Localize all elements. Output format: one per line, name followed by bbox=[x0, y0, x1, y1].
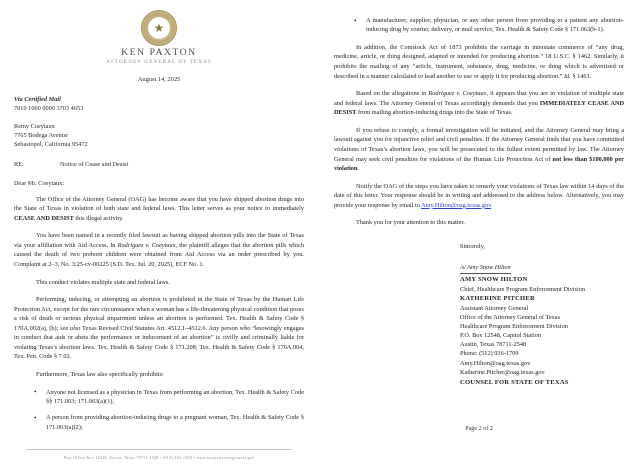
paragraph-1 bbox=[14, 195, 304, 224]
letter-date: August 14, 2025 bbox=[137, 76, 181, 83]
texas-state-seal-icon bbox=[141, 10, 177, 46]
p8-penalty-amount: not less than $100,000 per violation bbox=[334, 155, 624, 173]
signer-email-1: Amy.Hilton@oag.texas.gov bbox=[460, 359, 531, 367]
p6-text-b: § 1461. bbox=[570, 72, 592, 80]
footer-divider bbox=[26, 449, 292, 450]
signer-role-2: Assistant Attorney General bbox=[460, 304, 529, 312]
p7-text-b: , it appears that you are in violation of multiple state and federal laws. The Attorney General of Texas accordingly demands that you bbox=[334, 90, 624, 107]
p2-text-a: You have been named in a recently filed lawsuit as having shipped abortion pills into the State of Texas via your affiliation with Aid Access. In bbox=[14, 232, 304, 249]
letter-page-left bbox=[0, 0, 318, 476]
signer-city-state-zip: Austin, Texas 78711-2548 bbox=[460, 341, 527, 349]
letter-page-right bbox=[318, 0, 640, 476]
page-footer-address: Post Office Box 12548, Austin, Texas 78711-2548 • (512) 463-2100 • www.texasattorneygeneral.gov bbox=[63, 456, 255, 460]
seal-inner-ring bbox=[146, 15, 173, 42]
p8-text-b: . bbox=[357, 165, 360, 173]
p4-text-b: Texas Revised Civil Statutes Art. 4512.1–4512.6. Any person who “knowingly engages in conduct that aids or abets the performance or inducement of an abortion” is civilly and criminally liable for violating Texas’s abortion laws. Tex. Health & Safety Code § 171.208; Tex. Health & Safety Code § 170A.004, Tex. Pen. Code § 7.02. bbox=[14, 324, 304, 361]
letterhead-title: ATTORNEY GENERAL OF TEXAS bbox=[106, 59, 212, 65]
signer-po-box: P.O. Box 12548, Capitol Station bbox=[460, 332, 541, 340]
signer-office: Office of the Attorney General of Texas bbox=[460, 313, 561, 321]
paragraph-10: Thank you for your attention to this matter. bbox=[356, 219, 465, 227]
paragraph-9 bbox=[334, 182, 624, 211]
paragraph-5: Furthermore, Texas law also specifically prohibits: bbox=[36, 371, 164, 378]
signature-block bbox=[460, 242, 624, 388]
list-item: • Anyone not licensed as a physician in Texas from performing an abortion, Tex. Health & Safety Code §§ 171.003; 171.063(a)(1), bbox=[34, 388, 304, 407]
signer-email-2: Katherine.Pitcher@oag.texas.gov bbox=[460, 368, 545, 376]
salutation: Dear Mr. Coeytaux: bbox=[14, 179, 65, 187]
recipient-city-state-zip: Sebastopol, California 95472 bbox=[14, 141, 88, 149]
recipient-street: 7765 Bodega Avenue bbox=[14, 131, 68, 139]
p7-text-c: from mailing abortion-inducing drugs into the State of Texas. bbox=[356, 109, 513, 117]
re-subject: Notice of Cease and Desist bbox=[60, 160, 129, 168]
counsel-line: COUNSEL FOR STATE OF TEXAS bbox=[460, 379, 569, 387]
signer-division: Healthcare Program Enforcement Division bbox=[460, 322, 568, 330]
p7-text-a: Based on the allegations in bbox=[356, 90, 429, 98]
response-email-link[interactable]: Amy.Hilton@oag.texas.gov bbox=[421, 201, 491, 209]
re-label: RE: bbox=[14, 160, 24, 168]
p9-text-a: Notify the OAG of the steps you have taken to remedy your violations of Texas law within 14 days of the date of this letter. Your response should be in writing and addressed to the address below. Alternatively, you may provide your response by email to bbox=[334, 182, 624, 209]
paragraph-2 bbox=[14, 231, 304, 269]
p8-text-a: If you refuse to comply, a formal investigation will be initiated, and the Attorney General may bring a lawsuit against you for injunctive relief and civil penalties. If the Attorney General finds that you have committed violations of Texas’s abortion laws, you will be prosecuted to the fullest extent permitted by law. The Attorney General may seek civil penalties for violations of the Human Life Protection Act of bbox=[334, 126, 624, 163]
paragraph-4 bbox=[14, 295, 304, 362]
tracking-number: 7010 1060 0000 3703 4653 bbox=[14, 105, 84, 113]
p7-case-citation: Rodriguez v. Coeytaux bbox=[428, 90, 487, 98]
signer-name-2: KATHERINE PITCHER bbox=[460, 294, 535, 302]
list-item: • A manufacturer, supplier, physician, or any other person from providing to a patient any abortion-inducing drug by courier, delivery, or mail service, Tex. Health & Safety Code § 171.063(b-1). bbox=[354, 16, 624, 35]
p1-text-b: this illegal activity. bbox=[73, 214, 124, 222]
list-item: • A person from providing abortion-inducing drugs to a pregnant woman, Tex. Health & Safety Code § 171.063(a)(2); bbox=[34, 413, 304, 432]
p6-text-a: In addition, the Comstock Act of 1873 prohibits the carriage in interstate commerce of “any drug, medicine, article, or thing designed, adapted or intended for producing abortion.” 18 U.S.C. § 1462. Similarly, it prohibits the mailing of any “article, instrument, substance, drug, medicine, or thing which is advertised or described in a manner calculated to lead another to use or apply it for producing abortion.” bbox=[334, 43, 624, 80]
paragraph-3: This conduct violates multiple state and federal laws. bbox=[36, 278, 170, 286]
delivery-method: Via Certified Mail bbox=[14, 96, 61, 103]
letterhead-name: KEN PAXTON bbox=[121, 48, 197, 58]
p4-text-a: Performing, inducing, or attempting an abortion is prohibited in the State of Texas by the Human Life Protection Act, except for the rare circumstance when a woman has a life-threatening physical condition that poses a risk of death or serious physical impairment unless an abortion is performed. Tex. Health & Safety Code § 170A.002(a), (b); bbox=[14, 296, 304, 332]
recipient-name: Remy Coeytaux bbox=[14, 122, 55, 130]
prohibitions-list-left bbox=[14, 388, 304, 433]
signer-name-1: AMY SNOW HILTON bbox=[460, 276, 528, 284]
p2-text-b: , the plaintiff alleges that the abortion pills which caused the death of two preborn children were obtained from Aid Access via an order prescribed by you. Complaint at 2–3, No. 3:25-cv-00225 (S.D. Tex. Jul. 20, 2025), ECF No. 1. bbox=[14, 241, 304, 268]
letterhead bbox=[14, 10, 304, 65]
p6-id-citation: Id. bbox=[563, 72, 571, 80]
paragraph-8 bbox=[334, 126, 624, 174]
signature-script: /s/ Amy Snow Hilton bbox=[460, 263, 511, 274]
prohibitions-list-right bbox=[334, 16, 624, 35]
signer-role-1: Chief, Healthcare Program Enforcement Division bbox=[460, 285, 586, 293]
address-block bbox=[14, 95, 304, 150]
p2-case-citation: Rodriguez v. Coeytaux bbox=[117, 241, 176, 249]
page-number: Page 2 of 2 bbox=[465, 426, 493, 432]
paragraph-7 bbox=[334, 89, 624, 118]
paragraph-6 bbox=[334, 43, 624, 81]
re-line bbox=[14, 161, 304, 168]
p7-immediate-cease-desist: IMMEDIATELY CEASE AND DESIST bbox=[334, 99, 624, 117]
closing-salutation: Sincerely, bbox=[460, 242, 485, 250]
p9-text-b: . bbox=[490, 201, 493, 209]
p1-text-a: The Office of the Attorney General (OAG) has become aware that you have shipped abortion drugs into the State of Texas in violation of both state and federal laws. This letter serves as your notice to immediately bbox=[14, 195, 304, 213]
p4-see-also: see also bbox=[60, 324, 81, 332]
signer-phone: Phone: (512) 936-1709 bbox=[460, 350, 519, 358]
p1-cease-desist: CEASE AND DESIST bbox=[14, 214, 74, 222]
